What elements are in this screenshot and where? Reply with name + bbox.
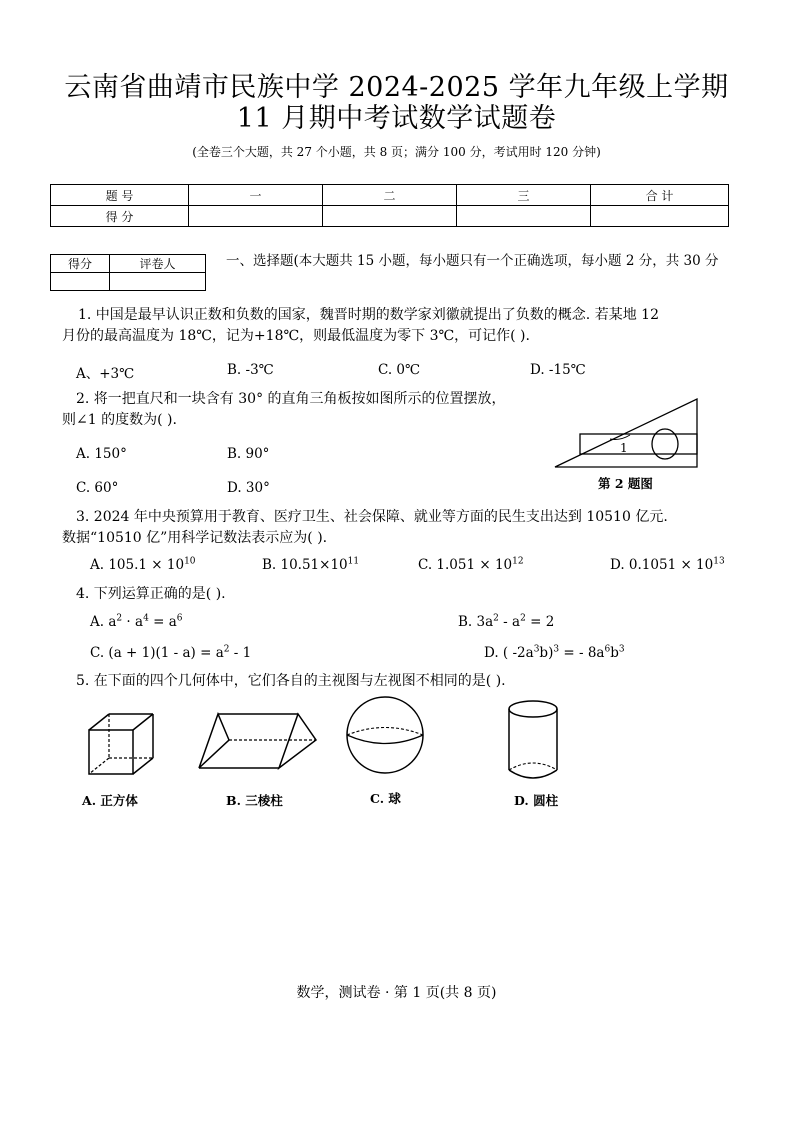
score-table-header-cell: 合 计: [590, 185, 728, 206]
q2-ruler-triangle-figure: [550, 395, 710, 471]
exam-subtitle: (全卷三个大题，共 27 个小题，共 8 页；满分 100 分，考试用时 120 分钟): [192, 145, 601, 159]
triangle-shape: [555, 399, 697, 467]
ruler-shape: [580, 434, 697, 454]
score-cell[interactable]: [322, 206, 456, 227]
exam-title-line2: 11 月期中考试数学试题卷: [236, 103, 557, 134]
q1-line2: 月份的最高温度为 18℃，记为+18℃，则最低温度为零下 3℃，可记作( ).: [62, 328, 530, 344]
q3-option-c: C. $1.051 \times 10^{12}$: [418, 556, 524, 573]
score-cell[interactable]: [590, 206, 728, 227]
section1-heading: 一、选择题(本大题共 15 小题，每小题只有一个正确选项，每小题 2 分，共 30 分: [226, 253, 719, 269]
q1-option-c: C. 0℃: [378, 362, 421, 378]
grader-name-cell[interactable]: [110, 273, 206, 291]
score-cell[interactable]: [188, 206, 322, 227]
score-cell[interactable]: [456, 206, 590, 227]
cylinder-figure: [504, 698, 562, 784]
q3-line1: 3. 2024 年中央预算用于教育、医疗卫生、社会保障、就业等方面的民生支出达到 10510 亿元.: [76, 509, 668, 525]
cube-figure: [86, 712, 158, 776]
q4-option-c: C. $(a + 1)(1 - a) = a^2 - 1$: [90, 644, 252, 661]
q5-caption-a: A. 正方体: [82, 793, 138, 808]
score-table-score-row: [51, 206, 729, 227]
q2-line1: 2. 将一把直尺和一块含有 30° 的直角三角板按如图所示的位置摆放，: [76, 391, 506, 407]
score-table-header-cell: 一: [188, 185, 322, 206]
score-table-row-label: 得 分: [51, 206, 189, 227]
q4-line1: 4. 下列运算正确的是( ).: [76, 586, 226, 602]
q4-option-a: A. $a^2 \cdot a^4 = a^6$: [90, 613, 183, 630]
q5-caption-c: C. 球: [370, 791, 401, 806]
q4-option-d: D. ( $-2a^3b)^3$ = - $8a^6b^3$: [484, 644, 625, 661]
q2-figure-caption: 第 2 题图: [598, 476, 653, 491]
q3-option-a: A. $105.1 \times 10^{10}$: [90, 556, 196, 573]
q3-line2: 数据“10510 亿”用科学记数法表示应为( ).: [62, 530, 328, 546]
q1-option-a: A、+3℃: [76, 366, 135, 382]
score-table-header-cell: 题 号: [51, 185, 189, 206]
grader-label: 评卷人: [110, 255, 206, 273]
q2-option-d: D. 30°: [227, 480, 270, 496]
page-footer: 数学，测试卷 · 第 1 页(共 8 页): [296, 985, 497, 1001]
grader-table: [50, 254, 206, 291]
triangular-prism-figure: [196, 710, 322, 772]
q3-option-b: B. $10.51\times 10^{11}$: [262, 556, 360, 573]
q3-option-d: D. $0.1051 \times 10^{13}$: [610, 556, 725, 573]
exam-title-line1: 云南省曲靖市民族中学 2024-2025 学年九年级上学期: [64, 72, 729, 103]
q2-option-b: B. 90°: [227, 446, 270, 462]
q4-option-b: B. $3a^2 - a^2 = 2$: [458, 613, 555, 630]
score-table-header-cell: 二: [322, 185, 456, 206]
score-table-header-cell: 三: [456, 185, 590, 206]
q2-line2: 则∠1 的度数为( ).: [62, 412, 177, 428]
q1-option-d: D. -15℃: [530, 362, 586, 378]
score-table: [50, 184, 729, 227]
q2-option-c: C. 60°: [76, 480, 119, 496]
q5-caption-d: D. 圆柱: [514, 793, 559, 808]
angle-1-label: 1: [620, 441, 628, 455]
q2-option-a: A. 150°: [76, 446, 127, 462]
sphere-figure: [344, 694, 426, 776]
score-table-header-row: [51, 185, 729, 206]
q1-option-b: B. -3℃: [227, 362, 274, 378]
q5-caption-b: B. 三棱柱: [226, 793, 283, 808]
q5-line1: 5. 在下面的四个几何体中，它们各自的主视图与左视图不相同的是( ).: [76, 673, 506, 689]
grader-score-cell[interactable]: [51, 273, 110, 291]
grader-score-label: 得分: [51, 255, 110, 273]
q1-line1: 1. 中国是最早认识正数和负数的国家，魏晋时期的数学家刘徽就提出了负数的概念. 若某地 12: [78, 307, 659, 323]
